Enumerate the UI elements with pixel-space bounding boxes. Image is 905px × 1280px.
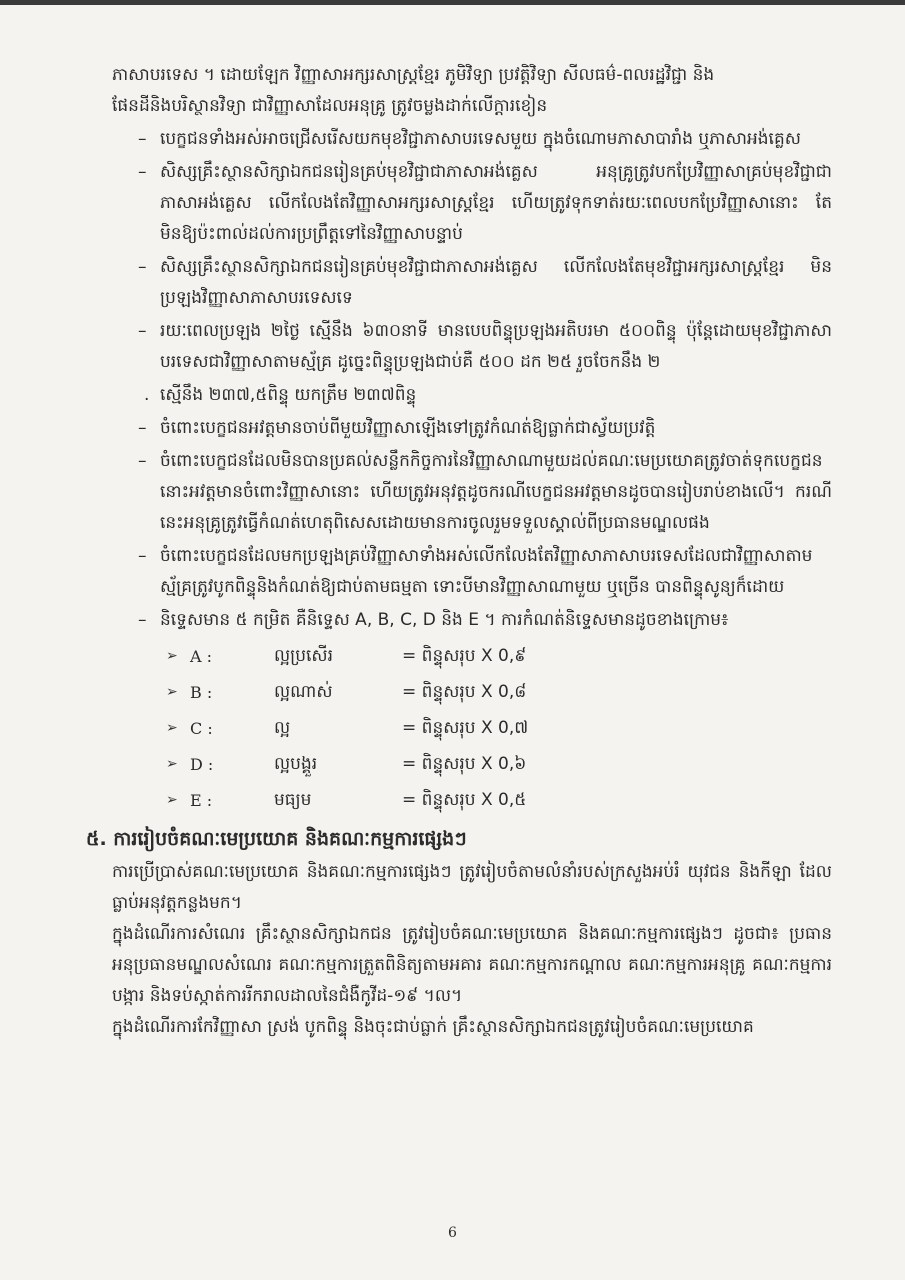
bullet-text: ចំពោះបេក្ខជនអវត្តមានចាប់ពីមួយវិញ្ញាសាឡើងទៅត្រូវកំណត់ឱ្យធ្លាក់ជាស្វ័យប្រវត្តិ xyxy=(160,418,656,438)
arrow-bullet-icon: ➢ xyxy=(166,719,178,736)
paragraph-exam-process: ក្នុងដំណើរការសំណេរ គ្រឹះស្ថានសិក្សាឯកជន ត្រូវរៀបចំគណៈមេប្រយោគ និងគណៈកម្មការផ្សេងៗ ដូចជា៖ ប្រធាន អនុប្រធានមណ្ឌលសំណេរ គណៈកម្មការត្រួតពិនិត្យតាមអគារ គណៈកម្មការកណ្តាល គណៈកម្មការអនុគ្រូ គណៈកម្មការបង្ការ និងទប់ស្កាត់ការរីករាលដាលនៃជំងឺកូវីដ-១៩ ។ល។ xyxy=(112,924,832,1006)
arrow-bullet-icon: ➢ xyxy=(166,791,178,808)
bullet-no-submission xyxy=(112,446,832,539)
grade-row-a xyxy=(112,638,832,674)
arrow-bullet-icon: ➢ xyxy=(166,647,178,664)
bullet-no-foreign-language xyxy=(112,252,832,314)
bullet-exam-duration xyxy=(112,316,832,378)
pass-score-line xyxy=(112,380,832,411)
document-page xyxy=(86,60,832,1043)
grade-letter: D : xyxy=(190,754,214,774)
grade-letter: C : xyxy=(190,718,213,738)
paragraph-committees: ការប្រើប្រាស់គណៈមេប្រយោគ និងគណៈកម្មការផ្សេងៗ ត្រូវរៀបចំតាមលំនាំរបស់ក្រសួងអប់រំ យុវជន និងកីឡា ដែលធ្លាប់អនុវត្តកន្លងមក។ xyxy=(112,862,832,913)
grade-row-b xyxy=(112,674,832,710)
bullet-language-choice xyxy=(112,124,832,155)
grade-row-c xyxy=(112,710,832,746)
bullet-text: សិស្សគ្រឹះស្ថានសិក្សាឯកជនរៀនគ្រប់មុខវិជ្ជាជាភាសាអង់គ្លេស អនុគ្រូត្រូវបកប្រែវិញ្ញាសាគ្រប់មុខវិជ្ជាជាភាសាអង់គ្លេស លើកលែងតែវិញ្ញាសាអក្សរសាស្ត្រខ្មែរ ហើយត្រូវទុកទាត់រយៈពេលបកប្រែវិញ្ញាសានោះ តែមិនឱ្យប៉ះពាល់ដល់ការប្រព្រឹត្តទៅនៃវិញ្ញាសាបន្ទាប់ xyxy=(160,162,832,244)
top-border xyxy=(0,0,905,5)
section-title: ៥. ការរៀបចំគណៈមេប្រយោគ និងគណៈកម្មការផ្សេងៗ xyxy=(86,828,467,850)
dot-marker: . xyxy=(144,385,150,405)
grade-word: ល្អណាស់ xyxy=(274,681,333,702)
grade-formula: = ពិន្ទុសរុប X 0,៧ xyxy=(402,717,529,738)
bullet-english-translation xyxy=(112,157,832,250)
dash-marker: – xyxy=(138,129,147,149)
bullet-text: ចំពោះបេក្ខជនដែលមកប្រឡងគ្រប់វិញ្ញាសាទាំងអស់លើកលែងតែវិញ្ញាសាភាសាបរទេសដែលជាវិញ្ញាសាតាមស្ម័គ្រត្រូវបូកពិន្ទុនិងកំណត់ឱ្យជាប់តាមធម្មតា ទោះបីមានវិញ្ញាសាណាមួយ ឬច្រើន បានពិន្ទុសូន្យក៏ដោយ xyxy=(160,546,813,597)
dash-marker: – xyxy=(138,451,147,471)
bullet-text: បេក្ខជនទាំងអស់អាចជ្រើសរើសយកមុខវិជ្ជាភាសាបរទេសមួយ ក្នុងចំណោមភាសាបារាំង ឬភាសាអង់គ្លេស xyxy=(160,129,801,149)
dash-marker: – xyxy=(138,546,147,566)
grade-word: ល្អបង្គួរ xyxy=(274,753,318,774)
grade-letter: A : xyxy=(190,646,213,666)
paragraph-grading-process: ក្នុងដំណើរការកែវិញ្ញាសា ស្រង់ បូកពិន្ទុ និងចុះជាប់ធ្លាក់ គ្រឹះស្ថានសិក្សាឯកជនត្រូវរៀបចំគណៈមេប្រយោគ xyxy=(112,1017,754,1037)
grade-letter: B : xyxy=(190,682,213,702)
bullet-text: សិស្សគ្រឹះស្ថានសិក្សាឯកជនរៀនគ្រប់មុខវិជ្ជាជាភាសាអង់គ្លេស លើកលែងតែមុខវិជ្ជាអក្សរសាស្ត្រខ្មែរ មិនប្រឡងវិញ្ញាសាភាសាបរទេសទេ xyxy=(160,257,832,308)
arrow-bullet-icon: ➢ xyxy=(166,683,178,700)
grade-formula: = ពិន្ទុសរុប X 0,៨ xyxy=(402,681,527,702)
dash-marker: – xyxy=(138,418,147,438)
bullet-text: រយៈពេលប្រឡង ២ថ្ងៃ ស្មើនឹង ៦៣០នាទី មានបេបពិន្ទុប្រឡងអតិបរមា ៥០០ពិន្ទុ ប៉ុន្តែដោយមុខវិជ្ជាភាសាបរទេសជាវិញ្ញាសាតាមស្ម័គ្រ ដូច្នេះពិន្ទុប្រឡងជាប់គឺ ៥០០ ដក ២៥ រួចចែកនឹង ២ xyxy=(160,321,832,372)
intro-line-1: ភាសាបរទេស ។ ដោយឡែក វិញ្ញាសាអក្សរសាស្ត្រខ្មែរ ភូមិវិទ្យា ប្រវត្តិវិទ្យា សីលធម៌-ពលរដ្ឋវិជ្ជា និង xyxy=(112,65,715,85)
grade-letter: E : xyxy=(190,790,213,810)
grade-row-d xyxy=(112,746,832,782)
bullet-absence-fail xyxy=(112,413,832,444)
intro-line-2: ផែនដីនិងបរិស្ថានវិទ្យា ជាវិញ្ញាសាដែលអនុគ្រូ ត្រូវចម្លងដាក់លើក្តារខៀន xyxy=(112,96,548,116)
grade-word: មធ្យម xyxy=(274,789,312,810)
pass-score-text: ស្មើនឹង ២៣៧,៥ពិន្ទុ យកត្រឹម ២៣៧ពិន្ទុ xyxy=(160,385,417,405)
grade-row-e xyxy=(112,782,832,818)
arrow-bullet-icon: ➢ xyxy=(166,755,178,772)
bullet-grade-levels xyxy=(112,605,832,636)
bullet-text: និទ្ទេសមាន ៥ កម្រិត គឺនិទ្ទេស A, B, C, D និង E ។ ការកំណត់និទ្ទេសមានដូចខាងក្រោម៖ xyxy=(160,610,729,630)
grade-formula: = ពិន្ទុសរុប X 0,៩ xyxy=(402,645,527,666)
grade-word: ល្អ xyxy=(274,717,291,738)
dash-marker: – xyxy=(138,610,147,630)
dash-marker: – xyxy=(138,257,147,277)
page-number: 6 xyxy=(448,1225,457,1241)
dash-marker: – xyxy=(138,321,147,341)
bullet-text: ចំពោះបេក្ខជនដែលមិនបានប្រគល់សន្លឹកកិច្ចការនៃវិញ្ញាសាណាមួយដល់គណៈមេប្រយោគត្រូវចាត់ទុកបេក្ខជននោះអវត្តមានចំពោះវិញ្ញាសានោះ ហើយត្រូវអនុវត្តដូចករណីបេក្ខជនអវត្តមានដូចបានរៀបរាប់ខាងលើ។ ករណីនេះអនុគ្រូត្រូវធ្វើកំណត់ហេតុពិសេសដោយមានការចូលរួមទទួលស្គាល់ពីប្រធានមណ្ឌលផង xyxy=(160,451,832,533)
grade-formula: = ពិន្ទុសរុប X 0,៦ xyxy=(402,753,527,774)
grade-list xyxy=(112,638,832,818)
dash-marker: – xyxy=(138,162,147,182)
bullet-all-subjects xyxy=(112,541,832,603)
grade-word: ល្អប្រសើរ xyxy=(274,645,334,666)
grade-formula: = ពិន្ទុសរុប X 0,៥ xyxy=(402,789,527,810)
